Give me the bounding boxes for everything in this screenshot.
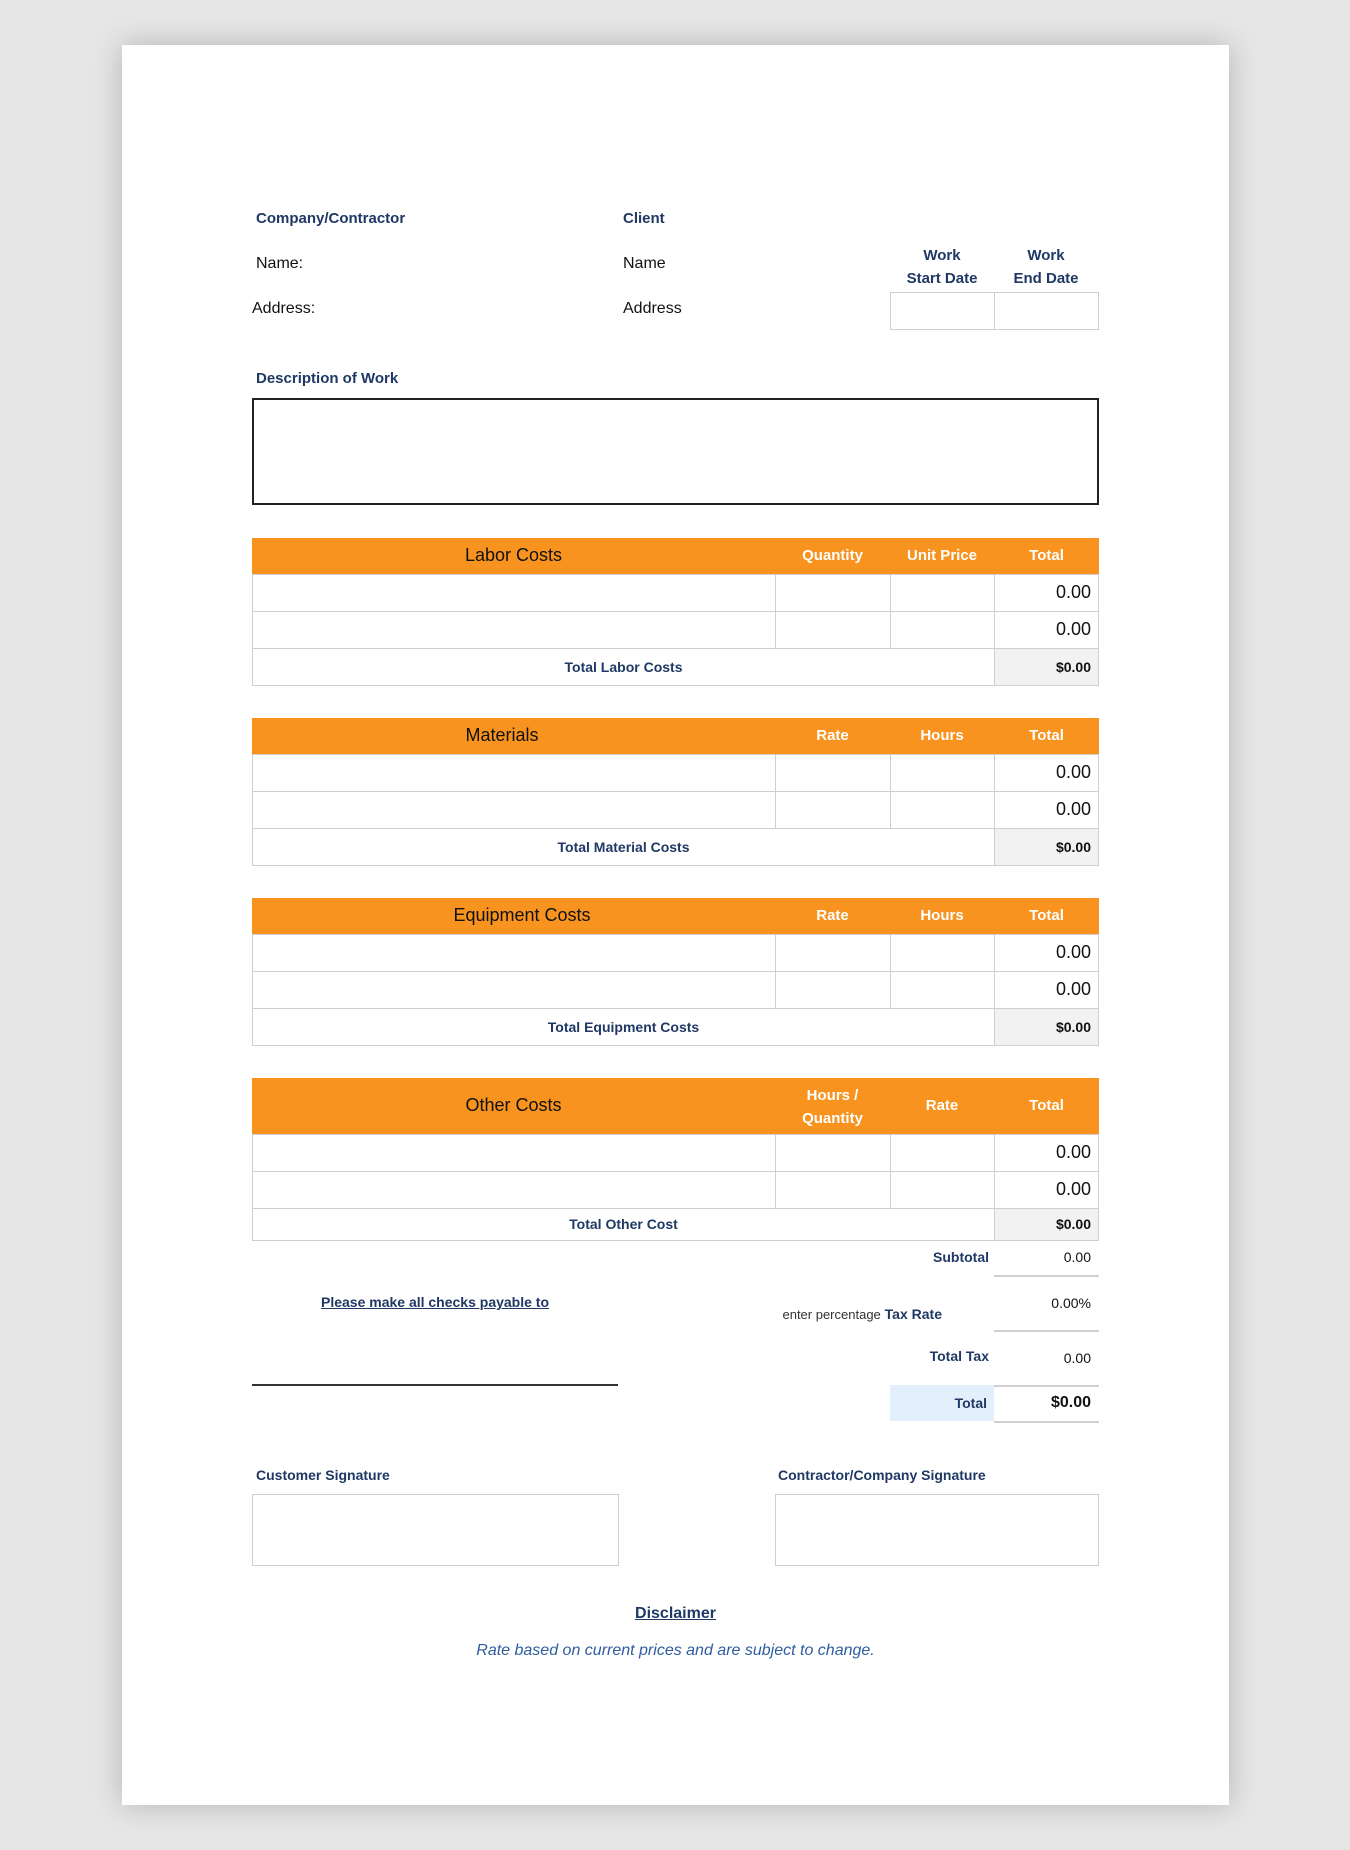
work-start-line2: Start Date [906, 270, 978, 287]
other-col-hours-quantity [775, 1084, 890, 1130]
labor-col-quantity: Quantity [802, 547, 863, 564]
equipment-row1-hours[interactable] [890, 934, 995, 972]
work-end-date-header [994, 244, 1098, 290]
client-label: Client [623, 210, 665, 227]
other-row2-total: 0.00 [1055, 1179, 1091, 1199]
labor-col-total: Total [1029, 547, 1064, 564]
equipment-row1-total: 0.00 [1055, 942, 1091, 962]
tax-rate-value[interactable]: 0.00% [1051, 1295, 1091, 1311]
other-row1-rate[interactable] [890, 1134, 995, 1172]
materials-row2-total: 0.00 [1055, 799, 1091, 819]
materials-row1-hours[interactable] [890, 754, 995, 792]
labor-row2-quantity[interactable] [775, 611, 891, 649]
materials-title: Materials [465, 725, 539, 745]
client-name-label: Name [623, 255, 666, 272]
materials-total-label: Total Material Costs [557, 839, 690, 855]
labor-row2-unit-price[interactable] [890, 611, 995, 649]
work-start-date-input[interactable] [890, 292, 995, 330]
total-value: $0.00 [1050, 1394, 1091, 1411]
equipment-title: Equipment Costs [453, 905, 591, 925]
labor-row2-total: 0.00 [1055, 619, 1091, 639]
materials-row1-rate[interactable] [775, 754, 891, 792]
equipment-row1-rate[interactable] [775, 934, 891, 972]
tax-rate-underline [994, 1330, 1099, 1332]
contractor-signature-label: Contractor/Company Signature [778, 1467, 986, 1483]
labor-row2-description[interactable] [252, 611, 776, 649]
labor-row1-quantity[interactable] [775, 574, 891, 612]
labor-row1-unit-price[interactable] [890, 574, 995, 612]
work-start-line1: Work [923, 247, 961, 264]
equipment-col-total: Total [1029, 907, 1064, 924]
document-page [122, 45, 1229, 1805]
equipment-row2-total: 0.00 [1055, 979, 1091, 999]
description-input[interactable] [252, 398, 1099, 505]
other-row2-hours-quantity[interactable] [775, 1171, 891, 1209]
customer-signature-label: Customer Signature [256, 1467, 390, 1483]
tax-rate-row [622, 1306, 942, 1322]
total-tax-value: 0.00 [1063, 1350, 1091, 1366]
total-underline [994, 1421, 1099, 1423]
labor-total-value: $0.00 [1055, 659, 1091, 675]
client-address-label: Address [623, 300, 682, 317]
total-label: Total [954, 1395, 987, 1411]
company-contractor-label: Company/Contractor [256, 210, 406, 227]
other-col1-line1: Hours / [806, 1087, 859, 1104]
disclaimer-title: Disclaimer [635, 1605, 716, 1622]
customer-signature-box[interactable] [252, 1494, 619, 1566]
work-end-date-input[interactable] [994, 292, 1099, 330]
total-topline [994, 1385, 1099, 1387]
materials-row2-hours[interactable] [890, 791, 995, 829]
other-row1-hours-quantity[interactable] [775, 1134, 891, 1172]
other-row2-rate[interactable] [890, 1171, 995, 1209]
equipment-row1-description[interactable] [252, 934, 776, 972]
other-col1-line2: Quantity [802, 1110, 863, 1127]
subtotal-underline [994, 1275, 1099, 1277]
other-row1-total: 0.00 [1055, 1142, 1091, 1162]
description-label: Description of Work [256, 370, 399, 387]
checks-payable-label: Please make all checks payable to [320, 1294, 550, 1310]
total-tax-label: Total Tax [929, 1348, 989, 1364]
labor-col-unit-price: Unit Price [906, 547, 978, 564]
other-total-label: Total Other Cost [569, 1216, 678, 1232]
labor-row1-description[interactable] [252, 574, 776, 612]
other-title: Other Costs [465, 1095, 562, 1115]
materials-col-total: Total [1029, 727, 1064, 744]
other-col-rate: Rate [925, 1097, 959, 1114]
equipment-row2-description[interactable] [252, 971, 776, 1009]
tax-rate-label: Tax Rate [884, 1306, 942, 1322]
company-name-label: Name: [256, 255, 304, 272]
equipment-row2-hours[interactable] [890, 971, 995, 1009]
materials-col-hours: Hours [920, 727, 964, 744]
labor-row1-total: 0.00 [1055, 582, 1091, 602]
work-start-date-header [890, 244, 994, 290]
labor-total-label: Total Labor Costs [564, 659, 683, 675]
company-address-label: Address: [252, 300, 316, 317]
equipment-row2-rate[interactable] [775, 971, 891, 1009]
disclaimer-text: Rate based on current prices and are subject to change. [476, 1642, 875, 1659]
equipment-total-label: Total Equipment Costs [547, 1019, 700, 1035]
work-end-line1: Work [1027, 247, 1065, 264]
materials-row2-description[interactable] [252, 791, 776, 829]
equipment-col-rate: Rate [816, 907, 849, 924]
labor-title: Labor Costs [464, 545, 563, 565]
other-total-value: $0.00 [1055, 1216, 1091, 1232]
other-col-total: Total [1029, 1097, 1064, 1114]
subtotal-value: 0.00 [1063, 1249, 1091, 1265]
other-row1-description[interactable] [252, 1134, 776, 1172]
materials-row1-total: 0.00 [1055, 762, 1091, 782]
equipment-col-hours: Hours [920, 907, 964, 924]
tax-hint: enter percentage [782, 1307, 881, 1322]
contractor-signature-box[interactable] [775, 1494, 1099, 1566]
materials-row1-description[interactable] [252, 754, 776, 792]
work-end-line2: End Date [1013, 270, 1079, 287]
equipment-total-value: $0.00 [1055, 1019, 1091, 1035]
materials-col-rate: Rate [816, 727, 849, 744]
checks-payable-line[interactable] [252, 1384, 618, 1386]
materials-total-value: $0.00 [1055, 839, 1091, 855]
subtotal-label: Subtotal [933, 1249, 989, 1265]
other-row2-description[interactable] [252, 1171, 776, 1209]
materials-row2-rate[interactable] [775, 791, 891, 829]
